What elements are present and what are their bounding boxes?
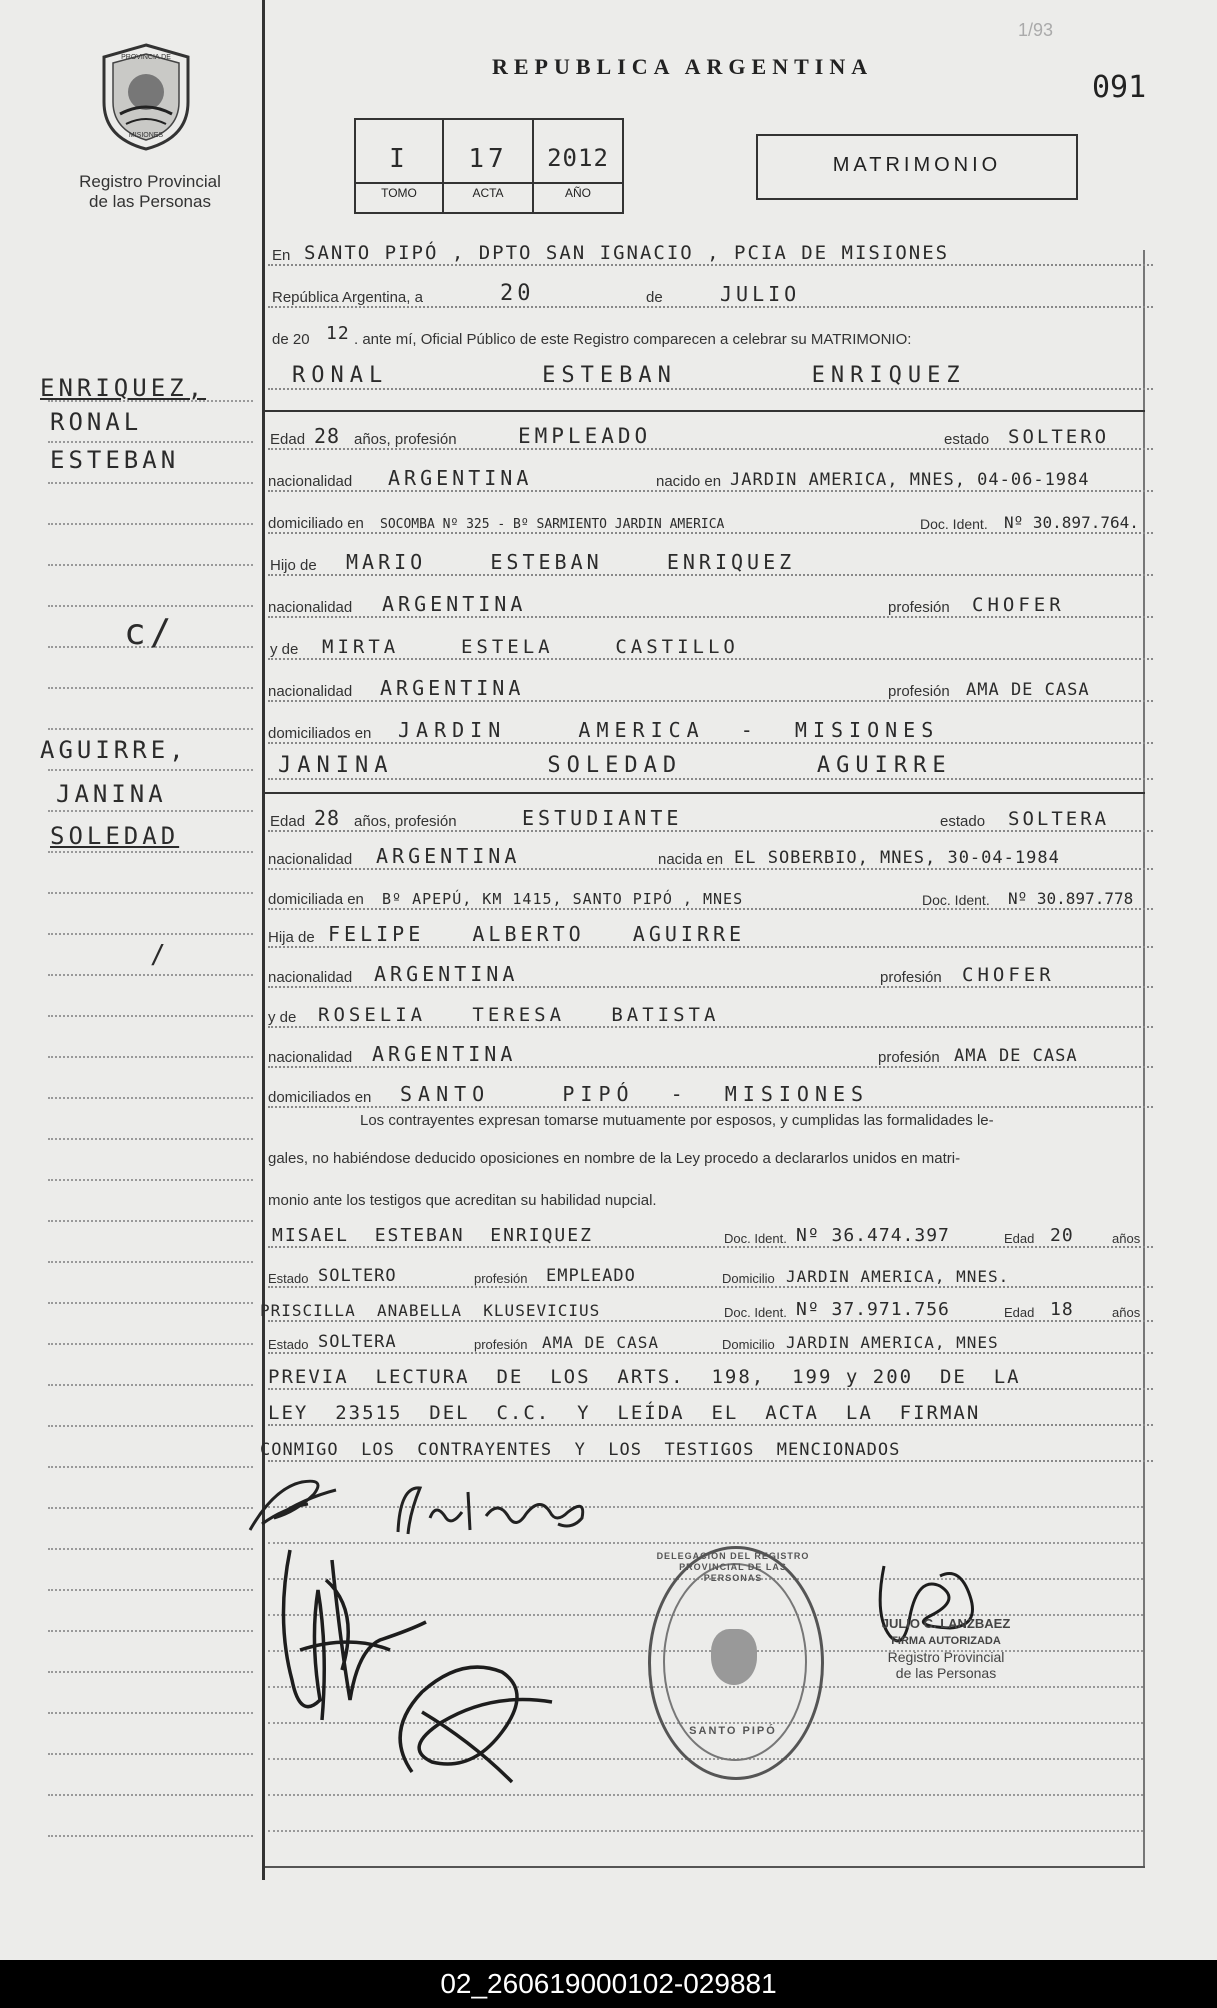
bride-mother-profession: AMA DE CASA [954, 1046, 1078, 1066]
witness1-profession: EMPLEADO [546, 1266, 636, 1286]
bride-father-nationality: ARGENTINA [374, 962, 519, 986]
year-suffix: 12 [326, 323, 350, 344]
groom-name-row [268, 356, 1153, 396]
witness2-domicile: JARDIN AMERICA, MNES [786, 1333, 999, 1352]
declaration-line2: gales, no habiéndose deducido oposiciones en nombre de la Ley procedo a declararlos unidos en matri- [268, 1150, 961, 1167]
round-seal [648, 1546, 824, 1780]
observation-1: PREVIA LECTURA DE LOS ARTS. 198, 199 y 200 DE LA [268, 1366, 1021, 1388]
registry-line2: de las Personas [89, 192, 211, 211]
witness1-age: 20 [1050, 1225, 1074, 1246]
margin-dotted-line [48, 1138, 253, 1140]
margin-dotted-line [48, 1548, 253, 1550]
margin-dotted-line [48, 605, 253, 607]
margin-dotted-line [48, 687, 253, 689]
bride-nac-label: nacionalidad [268, 851, 353, 868]
margin-dotted-line [48, 1343, 253, 1345]
margin-dotted-line [48, 1466, 253, 1468]
republica-label: República Argentina, a [272, 289, 423, 306]
bride-address-row [268, 876, 1153, 916]
margin-bride-1: AGUIRRE, [40, 736, 188, 764]
bride-doc-label: Doc. Ident. [922, 892, 990, 908]
margin-dotted-line [48, 769, 253, 771]
witness1-estado: SOLTERO [318, 1266, 397, 1286]
statement-text: . ante mí, Oficial Público de este Registro comparecen a celebrar su MATRIMONIO: [354, 331, 912, 348]
page-number: 091 [1092, 70, 1147, 105]
groom-nacido-label: nacido en [656, 473, 722, 490]
bride-nationality-row [268, 836, 1153, 876]
groom-mother-profession: AMA DE CASA [966, 680, 1090, 700]
margin-dotted-line [48, 564, 253, 566]
groom-mother-nat-label: nacionalidad [268, 683, 353, 700]
month-value: JULIO [720, 282, 801, 306]
act-type: MATRIMONIO [832, 154, 1002, 176]
registry-name [60, 172, 240, 212]
groom-name: RONAL ESTEBAN ENRIQUEZ [292, 363, 966, 388]
margin-dotted-line [48, 892, 253, 894]
margin-dotted-line [48, 1261, 253, 1263]
margin-dotted-line [48, 441, 253, 443]
margin-dotted-line [48, 1671, 253, 1673]
margin-tick: / [150, 940, 170, 970]
groom-father-nationality: ARGENTINA [382, 592, 527, 616]
margin-dotted-line [48, 728, 253, 730]
bride-profesion-label: años, profesión [354, 813, 457, 830]
groom-father-row [268, 542, 1153, 582]
de-label: de [646, 289, 663, 306]
groom-hijo-label: Hijo de [270, 557, 317, 574]
groom-estado: SOLTERO [1008, 426, 1110, 448]
bride-father-nat-label: nacionalidad [268, 969, 353, 986]
official-stamp [846, 1616, 1046, 1681]
declaration-line1: Los contrayentes expresan tomarse mutuamente por esposos, y cumplidas las formalidades le- [360, 1112, 994, 1129]
witness2-profession: AMA DE CASA [542, 1333, 659, 1352]
acta-label: ACTA [472, 186, 504, 200]
groom-nationality: ARGENTINA [388, 466, 533, 490]
margin-dotted-line [48, 933, 253, 935]
intro-statement-row [268, 316, 1153, 356]
observation-row3 [260, 1428, 1153, 1468]
witness2-profesion-label: profesión [474, 1337, 528, 1352]
bride-mother-nat-row [268, 1034, 1153, 1074]
margin-dotted-line [48, 1630, 253, 1632]
margin-dotted-line [48, 1179, 253, 1181]
bride-mother-row [268, 994, 1153, 1034]
witness1-edad-label: Edad [1004, 1231, 1035, 1246]
place-value: SANTO PIPÓ , DPTO SAN IGNACIO , PCIA DE MISIONES [304, 242, 950, 264]
year-label: de 20 [272, 331, 310, 348]
witness1-anos-label: años [1112, 1231, 1141, 1246]
witness2-doc-label: Doc. Ident. [724, 1305, 787, 1320]
groom-mother-row [268, 626, 1153, 666]
witness2-doc: Nº 37.971.756 [796, 1299, 950, 1320]
seal-ring-text: DELEGACION DEL REGISTRO PROVINCIAL DE LAS PERSONAS [656, 1551, 810, 1583]
groom-mother-nat-row [268, 668, 1153, 708]
groom-edad-label: Edad [270, 431, 306, 448]
groom-father-nat-row [268, 584, 1153, 624]
margin-dotted-line [48, 523, 253, 525]
groom-age-row [268, 416, 1153, 456]
bride-name: JANINA SOLEDAD AGUIRRE [278, 753, 952, 778]
bride-doms-label: domiciliados en [268, 1089, 372, 1106]
bride-nacida-label: nacida en [658, 851, 724, 868]
bride-dom-label: domiciliada en [268, 891, 364, 908]
groom-father: MARIO ESTEBAN ENRIQUEZ [346, 550, 796, 574]
groom-address-row [268, 500, 1153, 540]
margin-connector: c/ [124, 612, 176, 653]
groom-profession: EMPLEADO [518, 424, 652, 448]
bride-estado-label: estado [940, 813, 986, 830]
bride-age-row [268, 798, 1153, 838]
margin-dotted-line [48, 1507, 253, 1509]
witness1-doc-label: Doc. Ident. [724, 1231, 787, 1246]
record-table [354, 118, 624, 214]
witness2-domicilio-label: Domicilio [722, 1337, 775, 1352]
groom-father-nat-label: nacionalidad [268, 599, 353, 616]
bride-mother-nationality: ARGENTINA [372, 1042, 517, 1066]
witness2-anos-label: años [1112, 1305, 1141, 1320]
official-name: JULIO C. LANZBAEZ [881, 1616, 1011, 1631]
margin-bride-3: SOLEDAD [50, 822, 180, 850]
bride-birth: EL SOBERBIO, MNES, 30-04-1984 [734, 848, 1060, 868]
bottom-rule [265, 1866, 1145, 1868]
day-value: 20 [500, 281, 535, 306]
bride-mother-prof-label: profesión [878, 1049, 940, 1066]
margin-dotted-line [48, 974, 253, 976]
emblem-text-bottom: MISIONES [128, 132, 164, 139]
groom-age: 28 [314, 424, 341, 448]
groom-mother-nationality: ARGENTINA [380, 676, 525, 700]
groom-parents-address-row [268, 710, 1153, 750]
groom-birth: JARDIN AMERICA, MNES, 04-06-1984 [730, 470, 1090, 490]
acta-value: 17 [468, 144, 508, 174]
margin-dotted-line [48, 1056, 253, 1058]
signature-dotted-line [268, 1794, 1143, 1796]
margin-dotted-line [48, 1384, 253, 1386]
groom-mother: MIRTA ESTELA CASTILLO [322, 636, 739, 658]
bride-estado: SOLTERA [1008, 808, 1110, 830]
groom-father-prof-label: profesión [888, 599, 950, 616]
witness2-row2 [268, 1320, 1153, 1360]
groom-yde-label: y de [270, 641, 299, 658]
margin-dotted-line [48, 1425, 253, 1427]
groom-doms-label: domiciliados en [268, 725, 372, 742]
observation-3: CONMIGO LOS CONTRAYENTES Y LOS TESTIGOS MENCIONADOS [260, 1440, 901, 1460]
bride-father-nat-row [268, 954, 1153, 994]
margin-dotted-line [48, 1302, 253, 1304]
anio-value: 2012 [547, 144, 609, 172]
groom-parents-address: JARDIN AMERICA - MISIONES [398, 718, 940, 742]
official-org2: de las Personas [895, 1665, 997, 1681]
bride-edad-label: Edad [270, 813, 306, 830]
bride-age: 28 [314, 806, 341, 830]
bride-mother-nat-label: nacionalidad [268, 1049, 353, 1066]
groom-profesion-label: años, profesión [354, 431, 457, 448]
tomo-label: TOMO [381, 186, 417, 200]
witness2-estado-label: Estado [268, 1337, 309, 1352]
signature-dotted-line [268, 1830, 1143, 1832]
bride-profession: ESTUDIANTE [522, 806, 683, 830]
witness1-row1 [268, 1214, 1153, 1254]
official-title: FIRMA AUTORIZADA [891, 1635, 1001, 1647]
groom-mother-prof-label: profesión [888, 683, 950, 700]
country-title: REPUBLICA ARGENTINA [492, 54, 874, 79]
bride-address: Bº APEPÚ, KM 1415, SANTO PIPÓ , MNES [382, 890, 744, 908]
witness2-age: 18 [1050, 1299, 1074, 1320]
margin-dotted-line [48, 1712, 253, 1714]
groom-separator [265, 410, 1145, 412]
registry-line1: Registro Provincial [79, 172, 221, 191]
groom-doc: Nº 30.897.764. [1004, 513, 1139, 532]
witness1-name: MISAEL ESTEBAN ENRIQUEZ [272, 1225, 593, 1246]
margin-dotted-line [48, 1835, 253, 1837]
bride-name-row [268, 746, 1153, 786]
margin-dotted-line [48, 1015, 253, 1017]
signature-groom [244, 1468, 354, 1538]
margin-rule [262, 0, 265, 1880]
province-emblem [98, 42, 194, 152]
groom-doc-label: Doc. Ident. [920, 516, 988, 532]
act-type-box [756, 134, 1078, 200]
tomo-value: I [389, 144, 409, 174]
bride-father-row [268, 914, 1153, 954]
witness2-edad-label: Edad [1004, 1305, 1035, 1320]
margin-groom-3: ESTEBAN [50, 446, 180, 474]
intro-place-row [268, 232, 1153, 272]
declaration-line3: monio ante los testigos que acreditan su habilidad nupcial. [268, 1192, 657, 1209]
witness1-estado-label: Estado [268, 1271, 309, 1286]
bride-mother: ROSELIA TERESA BATISTA [318, 1004, 720, 1026]
bride-father-profession: CHOFER [962, 964, 1055, 986]
emblem-text-top: PROVINCIA DE [121, 54, 171, 61]
bride-father: FELIPE ALBERTO AGUIRRE [328, 922, 746, 946]
bride-doc: Nº 30.897.778 [1008, 889, 1134, 908]
seal-center-text: SANTO PIPÓ [689, 1725, 777, 1737]
observation-row2 [268, 1392, 1153, 1432]
margin-dotted-line [48, 482, 253, 484]
bride-hija-label: Hija de [268, 929, 315, 946]
witness1-domicile: JARDIN AMERICA, MNES. [786, 1267, 1010, 1286]
official-org1: Registro Provincial [887, 1649, 1005, 1665]
witness1-doc: Nº 36.474.397 [796, 1225, 950, 1246]
bride-separator [265, 792, 1145, 794]
en-label: En [272, 247, 291, 264]
signature-witness2 [382, 1652, 562, 1792]
groom-dom-label: domiciliado en [268, 515, 364, 532]
bride-yde-label: y de [268, 1009, 297, 1026]
margin-groom-1: ENRIQUEZ, [40, 374, 207, 402]
groom-nationality-row [268, 458, 1153, 498]
bride-parents-address: SANTO PIPÓ - MISIONES [400, 1082, 870, 1106]
margin-bride-2: JANINA [56, 780, 167, 808]
witness1-domicilio-label: Domicilio [722, 1271, 775, 1286]
margin-dotted-line [48, 1794, 253, 1796]
groom-address: SOCOMBA Nº 325 - Bº SARMIENTO JARDIN AMERICA [380, 517, 725, 532]
margin-dotted-line [48, 851, 253, 853]
witness1-profesion-label: profesión [474, 1271, 528, 1286]
witness2-estado: SOLTERA [318, 1332, 397, 1352]
observation-row1 [268, 1356, 1153, 1396]
groom-estado-label: estado [944, 431, 990, 448]
groom-father-profession: CHOFER [972, 594, 1065, 616]
margin-groom-2: RONAL [50, 408, 143, 436]
margin-dotted-line [48, 1589, 253, 1591]
bride-father-prof-label: profesión [880, 969, 942, 986]
corner-mark: 1/93 [1018, 20, 1054, 40]
groom-nac-label: nacionalidad [268, 473, 353, 490]
seal-emblem [711, 1629, 757, 1685]
witness2-name: PRISCILLA ANABELLA KLUSEVICIUS [260, 1301, 601, 1320]
bride-nationality: ARGENTINA [376, 844, 521, 868]
bride-parents-address-row [268, 1074, 1153, 1114]
margin-dotted-line [48, 1753, 253, 1755]
footer-barcode-label: 02_260619000102-029881 [0, 1960, 1217, 2008]
observation-2: LEY 23515 DEL C.C. Y LEÍDA EL ACTA LA FIRMAN [268, 1402, 981, 1424]
margin-dotted-line [48, 1097, 253, 1099]
anio-label: AÑO [564, 186, 591, 200]
margin-dotted-line [48, 1220, 253, 1222]
intro-date-row [268, 274, 1153, 314]
margin-dotted-line [48, 810, 253, 812]
